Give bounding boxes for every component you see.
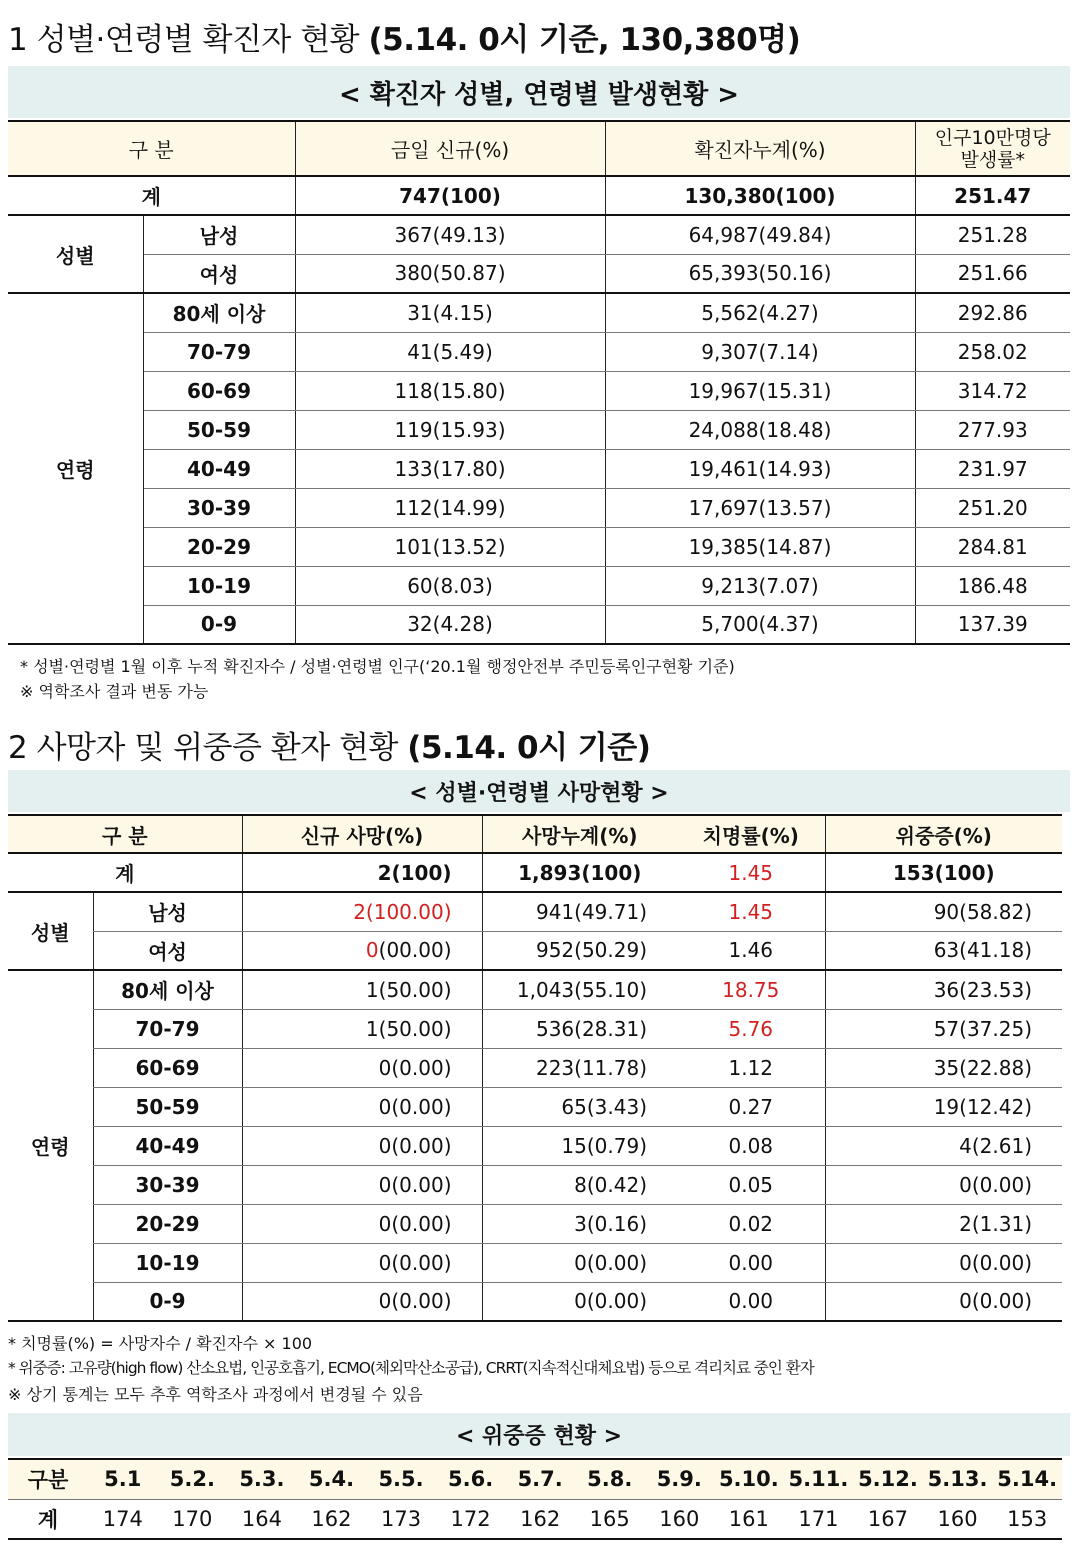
row-severe: 4(2.61) — [825, 1126, 1062, 1165]
table-row — [8, 1048, 1062, 1087]
date-cell: 5.7. — [505, 1459, 575, 1499]
date-cell: 5.3. — [227, 1459, 297, 1499]
row-new: 112(14.99) — [295, 488, 605, 527]
row-cumulative-deaths: 223(11.78) — [482, 1048, 677, 1087]
table-2-caption: < 성별·연령별 사망현황 > — [8, 770, 1070, 812]
value-cell: 160 — [659, 1506, 700, 1531]
row-cumulative-deaths: 536(28.31) — [482, 1009, 677, 1048]
row-new-deaths: 1(50.00) — [242, 1009, 482, 1048]
table-row — [8, 1126, 1062, 1165]
table-row — [8, 1087, 1062, 1126]
table-2-remark: ※ 상기 통계는 모두 추후 역학조사 과정에서 변경될 수 있음 — [8, 1385, 423, 1404]
row-rate: 277.93 — [915, 410, 1070, 449]
header-rate-line1: 인구10만명당 — [934, 126, 1051, 149]
row-new: 101(13.52) — [295, 527, 605, 566]
table-row — [8, 527, 1070, 566]
section-2-title — [8, 722, 650, 767]
table-row — [8, 293, 1070, 332]
table-row — [8, 410, 1070, 449]
header-category: 구 분 — [8, 815, 242, 853]
row-cumulative-deaths: 3(0.16) — [482, 1204, 677, 1243]
row-cumulative-deaths: 8(0.42) — [482, 1165, 677, 1204]
row-label: 남성 — [93, 892, 242, 931]
header-cumulative: 확진자누계(%) — [605, 121, 915, 176]
date-cell: 5.9. — [645, 1459, 715, 1499]
row-label: 10-19 — [93, 1243, 242, 1282]
table-row — [8, 1282, 1062, 1321]
row-cumulative: 17,697(13.57) — [605, 488, 915, 527]
row-new-deaths: 0(0.00) — [242, 1048, 482, 1087]
value-cell: 161 — [728, 1506, 769, 1531]
row-fatality: 1.46 — [677, 931, 825, 970]
value-cell: 160 — [937, 1506, 978, 1531]
row-cumulative: 19,385(14.87) — [605, 527, 915, 566]
table-row — [8, 488, 1070, 527]
age-group-label: 연령 — [8, 293, 143, 644]
row-new-deaths: 0(0.00) — [242, 1204, 482, 1243]
row-label: 80세 이상 — [143, 293, 295, 332]
table-row — [8, 1165, 1062, 1204]
date-cell: 5.5. — [366, 1459, 436, 1499]
table-row — [8, 970, 1062, 1009]
row-label: 20-29 — [143, 527, 295, 566]
table-1-header-row — [8, 121, 1070, 176]
table-row — [8, 931, 1062, 970]
row-severe: 0(0.00) — [825, 1282, 1062, 1321]
value-cell: 153 — [1007, 1506, 1048, 1531]
row-new: 41(5.49) — [295, 332, 605, 371]
value-cell: 174 — [102, 1506, 143, 1531]
row-label: 10-19 — [143, 566, 295, 605]
section-1-title-text: 성별·연령별 확진자 현황 — [36, 22, 360, 58]
section-2-title-bold: (5.14. 0시 기준) — [407, 730, 651, 766]
row-rate: 137.39 — [915, 605, 1070, 644]
row-label: 70-79 — [93, 1009, 242, 1048]
table-row — [8, 1009, 1062, 1048]
row-rate: 314.72 — [915, 371, 1070, 410]
date-cell: 5.2. — [158, 1459, 228, 1499]
table-row — [8, 371, 1070, 410]
row-severe: 0(0.00) — [825, 1243, 1062, 1282]
row-rate: 251.66 — [915, 254, 1070, 293]
age-group-label: 연령 — [8, 970, 93, 1321]
row-cumulative: 5,562(4.27) — [605, 293, 915, 332]
total-cumulative: 130,380(100) — [605, 176, 915, 215]
total-new: 747(100) — [295, 176, 605, 215]
row-fatality: 0.02 — [677, 1204, 825, 1243]
value-cell: 165 — [589, 1506, 630, 1531]
date-cell: 5.14. — [992, 1459, 1062, 1499]
row-cumulative: 65,393(50.16) — [605, 254, 915, 293]
total-new-deaths: 2(100) — [242, 853, 482, 892]
row-new: 133(17.80) — [295, 449, 605, 488]
section-1-title — [8, 14, 800, 59]
table-row — [8, 892, 1062, 931]
row-fatality: 0.05 — [677, 1165, 825, 1204]
table-row — [8, 566, 1070, 605]
row-rate: 231.97 — [915, 449, 1070, 488]
section-2-title-text: 사망자 및 위중증 환자 현황 — [36, 730, 398, 766]
table-row — [8, 449, 1070, 488]
row-cumulative-deaths: 1,043(55.10) — [482, 970, 677, 1009]
value-cell: 170 — [172, 1506, 213, 1531]
confirmed-cases-table — [8, 120, 1070, 645]
header-fatality: 치명률(%) — [677, 815, 825, 853]
table-row — [8, 1204, 1062, 1243]
row-cumulative-deaths: 0(0.00) — [482, 1243, 677, 1282]
gender-group-label: 성별 — [8, 892, 93, 970]
value-cell: 173 — [380, 1506, 422, 1531]
row-new: 119(15.93) — [295, 410, 605, 449]
fatality-footnote: * 치명률(%) = 사망자수 / 확진자수 × 100 — [8, 1334, 313, 1353]
row-severe: 35(22.88) — [825, 1048, 1062, 1087]
row-severe: 90(58.82) — [825, 892, 1062, 931]
row-label: 50-59 — [93, 1087, 242, 1126]
row-label: 60-69 — [93, 1048, 242, 1087]
table-2-total-row — [8, 853, 1062, 892]
row-rate: 251.28 — [915, 215, 1070, 254]
header-cumulative-deaths: 사망누계(%) — [482, 815, 677, 853]
date-cell: 5.8. — [575, 1459, 645, 1499]
table-3-header-row — [8, 1459, 1062, 1499]
total-cumulative-deaths: 1,893(100) — [482, 853, 677, 892]
header-category: 구 분 — [8, 121, 295, 176]
row-fatality: 5.76 — [677, 1009, 825, 1048]
row-cumulative: 64,987(49.84) — [605, 215, 915, 254]
value-cell: 164 — [241, 1506, 282, 1531]
date-cell: 5.12. — [853, 1459, 923, 1499]
header-severe: 위중증(%) — [825, 815, 1062, 853]
row-cumulative-deaths: 65(3.43) — [482, 1087, 677, 1126]
row-new-deaths-highlight: 0 — [365, 938, 379, 963]
section-1-title-bold: (5.14. 0시 기준, 130,380명) — [368, 22, 801, 58]
row-new-deaths-rest: (00.00) — [378, 938, 452, 963]
total-rate: 251.47 — [954, 183, 1032, 208]
total-label: 계 — [8, 176, 295, 215]
row-label: 60-69 — [143, 371, 295, 410]
table-row — [8, 254, 1070, 293]
row-cumulative: 9,213(7.07) — [605, 566, 915, 605]
row-severe: 19(12.42) — [825, 1087, 1062, 1126]
value-cell: 162 — [520, 1506, 561, 1531]
row-rate: 258.02 — [915, 332, 1070, 371]
row-cumulative: 19,967(15.31) — [605, 371, 915, 410]
row-rate: 251.20 — [915, 488, 1070, 527]
row-label: 계 — [37, 1507, 59, 1532]
table-1-total-row — [8, 176, 1070, 215]
row-label: 30-39 — [143, 488, 295, 527]
row-fatality: 0.27 — [677, 1087, 825, 1126]
row-label: 50-59 — [143, 410, 295, 449]
table-3-value-row — [8, 1499, 1062, 1539]
row-fatality: 0.00 — [677, 1243, 825, 1282]
header-new: 금일 신규(%) — [295, 121, 605, 176]
value-cell: 171 — [798, 1506, 839, 1531]
row-severe: 0(0.00) — [825, 1165, 1062, 1204]
section-2-number: 2 — [8, 730, 28, 766]
row-fatality: 18.75 — [677, 970, 825, 1009]
value-cell: 162 — [311, 1506, 352, 1531]
row-new-deaths: 0(0.00) — [242, 1282, 482, 1321]
row-cumulative-deaths: 15(0.79) — [482, 1126, 677, 1165]
row-new: 367(49.13) — [295, 215, 605, 254]
row-fatality: 0.00 — [677, 1282, 825, 1321]
table-row — [8, 605, 1070, 644]
row-new-deaths: 2(100.00) — [242, 892, 482, 931]
value-cell: 167 — [867, 1506, 909, 1531]
table-3-caption: < 위중증 현황 > — [8, 1413, 1070, 1456]
row-new-deaths: 0(0.00) — [242, 1126, 482, 1165]
severe-footnote: * 위중증: 고유량(high flow) 산소요법, 인공호흡기, ECMO(체외막산소공급), CRRT(지속적신대체요법) 등으로 격리치료 중인 환자 — [8, 1359, 814, 1377]
deaths-table — [8, 814, 1062, 1322]
row-label: 30-39 — [93, 1165, 242, 1204]
table-row — [8, 332, 1070, 371]
row-cumulative-deaths: 0(0.00) — [482, 1282, 677, 1321]
row-severe: 2(1.31) — [825, 1204, 1062, 1243]
severe-trend-table — [8, 1458, 1062, 1540]
row-cumulative-deaths: 941(49.71) — [482, 892, 677, 931]
row-label: 80세 이상 — [93, 970, 242, 1009]
date-cell: 5.6. — [436, 1459, 506, 1499]
date-cell: 5.10. — [714, 1459, 784, 1499]
table-2-header-row — [8, 815, 1062, 853]
date-cell: 5.4. — [297, 1459, 367, 1499]
total-fatality: 1.45 — [728, 860, 774, 885]
table-1-caption: < 확진자 성별, 연령별 발생현황 > — [8, 66, 1070, 118]
row-new: 32(4.28) — [295, 605, 605, 644]
row-cumulative-deaths: 952(50.29) — [482, 931, 677, 970]
row-label: 여성 — [143, 254, 295, 293]
row-new: 118(15.80) — [295, 371, 605, 410]
row-new-deaths: 0(0.00) — [242, 1243, 482, 1282]
row-fatality: 1.12 — [677, 1048, 825, 1087]
row-label: 70-79 — [143, 332, 295, 371]
row-rate: 292.86 — [915, 293, 1070, 332]
row-label: 0-9 — [93, 1282, 242, 1321]
row-cumulative: 24,088(18.48) — [605, 410, 915, 449]
row-severe: 36(23.53) — [825, 970, 1062, 1009]
row-new: 60(8.03) — [295, 566, 605, 605]
row-rate: 284.81 — [915, 527, 1070, 566]
row-new-deaths: 1(50.00) — [242, 970, 482, 1009]
row-severe: 63(41.18) — [825, 931, 1062, 970]
header-category: 구분 — [8, 1459, 88, 1499]
row-new-deaths: 0(0.00) — [242, 1165, 482, 1204]
date-cell: 5.13. — [923, 1459, 993, 1499]
row-new-deaths: 0(0.00) — [242, 1087, 482, 1126]
row-new: 380(50.87) — [295, 254, 605, 293]
row-cumulative: 5,700(4.37) — [605, 605, 915, 644]
row-cumulative: 9,307(7.14) — [605, 332, 915, 371]
section-1-number: 1 — [8, 22, 28, 58]
row-new-deaths — [242, 931, 482, 970]
row-cumulative: 19,461(14.93) — [605, 449, 915, 488]
table-row — [8, 215, 1070, 254]
value-cell: 172 — [450, 1506, 491, 1531]
row-label: 40-49 — [143, 449, 295, 488]
row-label: 40-49 — [93, 1126, 242, 1165]
gender-group-label: 성별 — [8, 215, 143, 293]
total-label: 계 — [115, 862, 135, 886]
header-new-deaths: 신규 사망(%) — [242, 815, 482, 853]
date-cell: 5.1 — [88, 1459, 158, 1499]
table-row — [8, 1243, 1062, 1282]
row-fatality: 1.45 — [677, 892, 825, 931]
row-label: 여성 — [93, 931, 242, 970]
table-1-remark: ※ 역학조사 결과 변동 가능 — [20, 682, 209, 701]
total-severe: 153(100) — [825, 853, 1062, 892]
row-label: 20-29 — [93, 1204, 242, 1243]
row-new: 31(4.15) — [295, 293, 605, 332]
date-cell: 5.11. — [784, 1459, 854, 1499]
row-fatality: 0.08 — [677, 1126, 825, 1165]
row-label: 0-9 — [143, 605, 295, 644]
header-rate — [915, 121, 1070, 176]
table-1-footnote: * 성별·연령별 1월 이후 누적 확진자수 / 성별·연령별 인구(‘20.1월 행정안전부 주민등록인구현황 기준) — [20, 657, 735, 676]
row-severe: 57(37.25) — [825, 1009, 1062, 1048]
row-rate: 186.48 — [915, 566, 1070, 605]
row-label: 남성 — [143, 215, 295, 254]
header-rate-line2: 발생률* — [960, 148, 1026, 171]
